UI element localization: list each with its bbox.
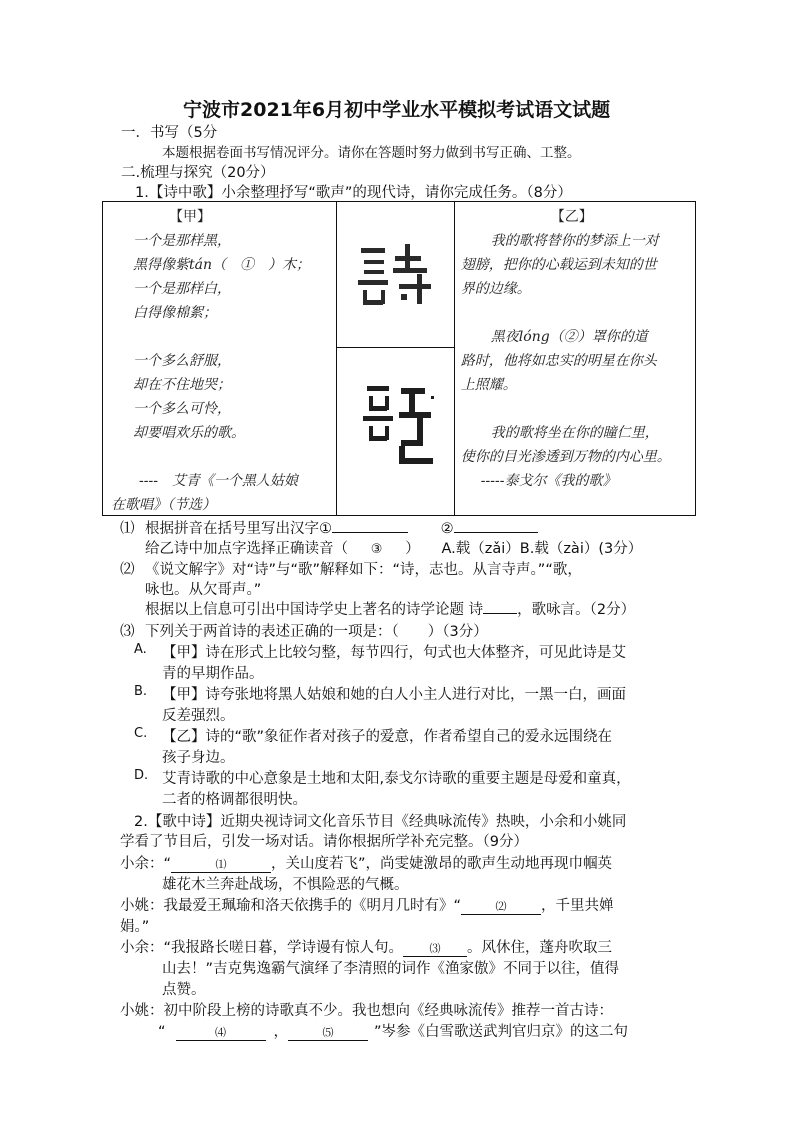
question1-intro: 1.【诗中歌】小余整理抒写“歌声”的现代诗，请你完成任务。（8分） xyxy=(135,185,572,201)
poem-jia-line: 一个是那样白， xyxy=(133,281,231,297)
subquestion3-stem: 下列关于两首诗的表述正确的一项是：（ ）（3分） xyxy=(145,624,488,640)
answer-blank-2[interactable] xyxy=(454,532,538,533)
subquestion2-prompt xyxy=(145,598,635,619)
blank-marker-2: ② xyxy=(440,521,454,537)
subquestion-number: ⑵ xyxy=(120,562,135,578)
subquestion1-text: 根据拼音在括号里写出汉字① xyxy=(145,521,332,537)
question2-intro: 2.【歌中诗】近期央视诗词文化音乐节目《经典咏流传》热映，小余和小姚同 xyxy=(134,814,627,830)
subquestion-number: ⑴ xyxy=(120,521,135,537)
answer-blank-1[interactable] xyxy=(332,532,408,533)
dialogue-line-3 xyxy=(120,936,612,957)
option-d-text-cont: 二者的格调都很明快。 xyxy=(162,792,307,808)
option-a-text-cont: 青的早期作品。 xyxy=(162,666,264,682)
seal-character-ge-image xyxy=(359,382,439,468)
answer-blank-q2-3[interactable]: ⑶ xyxy=(403,942,467,957)
page-title: 宁波市2021年6月初中学业水平模拟考试语文试题 xyxy=(183,99,611,121)
answer-blank-q2-4[interactable]: ⑷ xyxy=(176,1026,266,1041)
option-a-text[interactable]: 【甲】诗在形式上比较匀整，每节四行，句式也大体整齐，可见此诗是艾 xyxy=(162,645,626,661)
seal-shi-cell xyxy=(337,202,455,348)
poem-jia-line: 却在不住地哭； xyxy=(133,377,231,393)
dialogue-line-2 xyxy=(120,894,614,915)
speaker-text: 小余：“ xyxy=(120,856,172,872)
dialogue-text: 。风休住，蓬舟吹取三 xyxy=(467,940,613,956)
option-c-text-cont: 孩子身边。 xyxy=(162,750,235,766)
poem-jia-source: ---- 艾青《一个黑人姑娘 xyxy=(139,473,298,489)
option-b-text-cont: 反差强烈。 xyxy=(162,708,235,724)
subquestion1-pronunciation xyxy=(145,537,642,558)
poem-yi-line: 路时，他将如忠实的明星在你头 xyxy=(460,353,657,369)
dialogue-line-3-end: 点赞。 xyxy=(162,982,206,998)
dialogue-line-4: 小姚：初中阶段上榜的诗歌真不少。我也想向《经典咏流传》推荐一首古诗： xyxy=(120,1003,613,1019)
answer-blank-q2-2[interactable]: ⑵ xyxy=(461,900,541,915)
subquestion2-line: 咏也。从欠哥声。” xyxy=(145,582,262,598)
pronunciation-options: ） A.载（zǎi）B.载（zài）(3分） xyxy=(405,541,643,557)
option-d-text[interactable]: 艾青诗歌的中心意象是土地和太阳,泰戈尔诗歌的重要主题是母爱和童真， xyxy=(162,771,631,787)
pronunciation-prompt: 给乙诗中加点字选择正确读音（ xyxy=(145,541,348,557)
section1-heading: 一．书写（5分 xyxy=(121,125,218,141)
poem-jia-cell xyxy=(103,202,337,516)
section1-description: 本题根据卷面书写情况评分。请你在答题时努力做到书写正确、工整。 xyxy=(162,145,581,161)
subquestion1-prompt xyxy=(145,517,538,538)
option-letter: B. xyxy=(134,684,148,699)
dialogue-line-3-cont: 山去！”吉克隽逸霸气演绎了李清照的词作《渔家傲》不同于以往，值得 xyxy=(162,961,620,977)
option-b-text[interactable]: 【甲】诗夸张地将黑人姑娘和她的白人小主人进行对比，一黑一白，画面 xyxy=(162,687,626,703)
poem-table xyxy=(102,201,696,516)
poem-yi-label: 【乙】 xyxy=(550,209,593,225)
blank-marker-3: ③ xyxy=(370,542,383,557)
poem-yi-source: -----泰戈尔《我的歌》 xyxy=(480,473,617,489)
poem-yi-line: 上照耀。 xyxy=(460,377,517,393)
option-letter: A. xyxy=(134,642,147,657)
answer-blank-q2-1[interactable]: ⑴ xyxy=(171,858,271,873)
option-letter: D. xyxy=(134,768,149,783)
speaker-text: 小姚：我最爱王珮瑜和洛天依携手的《明月几时有》“ xyxy=(120,898,462,914)
poem-jia-source-cont: 在歌唱》（节选） xyxy=(111,497,216,513)
dialogue-text: ”岑参《白雪歌送武判官归京》的这二句 xyxy=(374,1024,629,1040)
subquestion2-line: 《说文解字》对“诗”与“歌”解释如下：“诗，志也。从言寺声。”“歌， xyxy=(145,562,582,578)
poem-yi-line: 界的边缘。 xyxy=(460,281,531,297)
poem-jia-line: 一个多么可怜， xyxy=(133,401,231,417)
poem-jia-line: 黑得像紫tán（ ① ）木； xyxy=(133,257,310,273)
seal-ge-cell xyxy=(337,348,455,516)
quote-open: “ xyxy=(158,1024,166,1040)
speaker-text: 小余：“我报路长嗟日暮，学诗谩有惊人句。 xyxy=(120,940,404,956)
poem-jia-line: 却要唱欢乐的歌。 xyxy=(133,425,245,441)
answer-blank-q2-5[interactable]: ⑸ xyxy=(288,1026,368,1041)
poem-jia-line: 白得像棉絮； xyxy=(133,305,217,321)
dialogue-line-4-cont xyxy=(158,1020,628,1041)
poem-yi-cell xyxy=(454,202,695,516)
poem-yi-line: 使你的目光渗透到万物的内心里。 xyxy=(460,449,671,465)
seal-character-shi-image xyxy=(355,240,437,312)
poem-yi-line: 我的歌将坐在你的瞳仁里， xyxy=(490,425,659,441)
subquestion2-text-end: ，歌咏言。（2分） xyxy=(517,602,636,618)
poem-jia-label: 【甲】 xyxy=(169,209,211,225)
dialogue-line-1-cont: 雄花木兰奔赴战场，不惧险恶的气概。 xyxy=(162,877,409,893)
subquestion-number: ⑶ xyxy=(120,624,135,640)
subquestion2-text: 根据以上信息可引出中国诗学史上著名的诗学论题 诗 xyxy=(145,602,484,618)
poem-yi-line: 翅膀，把你的心载运到未知的世 xyxy=(460,257,657,273)
poem-yi-line: 黑夜lóng（②）罩你的道 xyxy=(490,329,648,345)
poem-yi-line: 我的歌将替你的梦添上一对 xyxy=(490,233,659,249)
dialogue-line-1 xyxy=(120,852,612,873)
option-c-text[interactable]: 【乙】诗的“歌”象征作者对孩子的爱意，作者希望自己的爱永远围绕在 xyxy=(162,729,613,745)
comma: ， xyxy=(273,1024,289,1040)
poem-jia-line: 一个是那样黑， xyxy=(133,233,231,249)
answer-blank-shi[interactable] xyxy=(483,613,517,614)
section2-heading: 二.梳理与探究（20分） xyxy=(121,165,275,181)
dialogue-text: ，关山度若飞”，尚雯婕激昂的歌声生动地再现巾帼英 xyxy=(271,856,613,872)
poem-jia-line: 一个多么舒服， xyxy=(133,353,231,369)
dialogue-text: ，千里共婵 xyxy=(541,898,614,914)
option-letter: C. xyxy=(134,726,148,741)
question2-intro-cont: 学看了节目后，引发一场对话。请你根据所学补充完整。（9分） xyxy=(120,834,528,850)
dialogue-line-2-cont: 娟。” xyxy=(120,919,150,935)
